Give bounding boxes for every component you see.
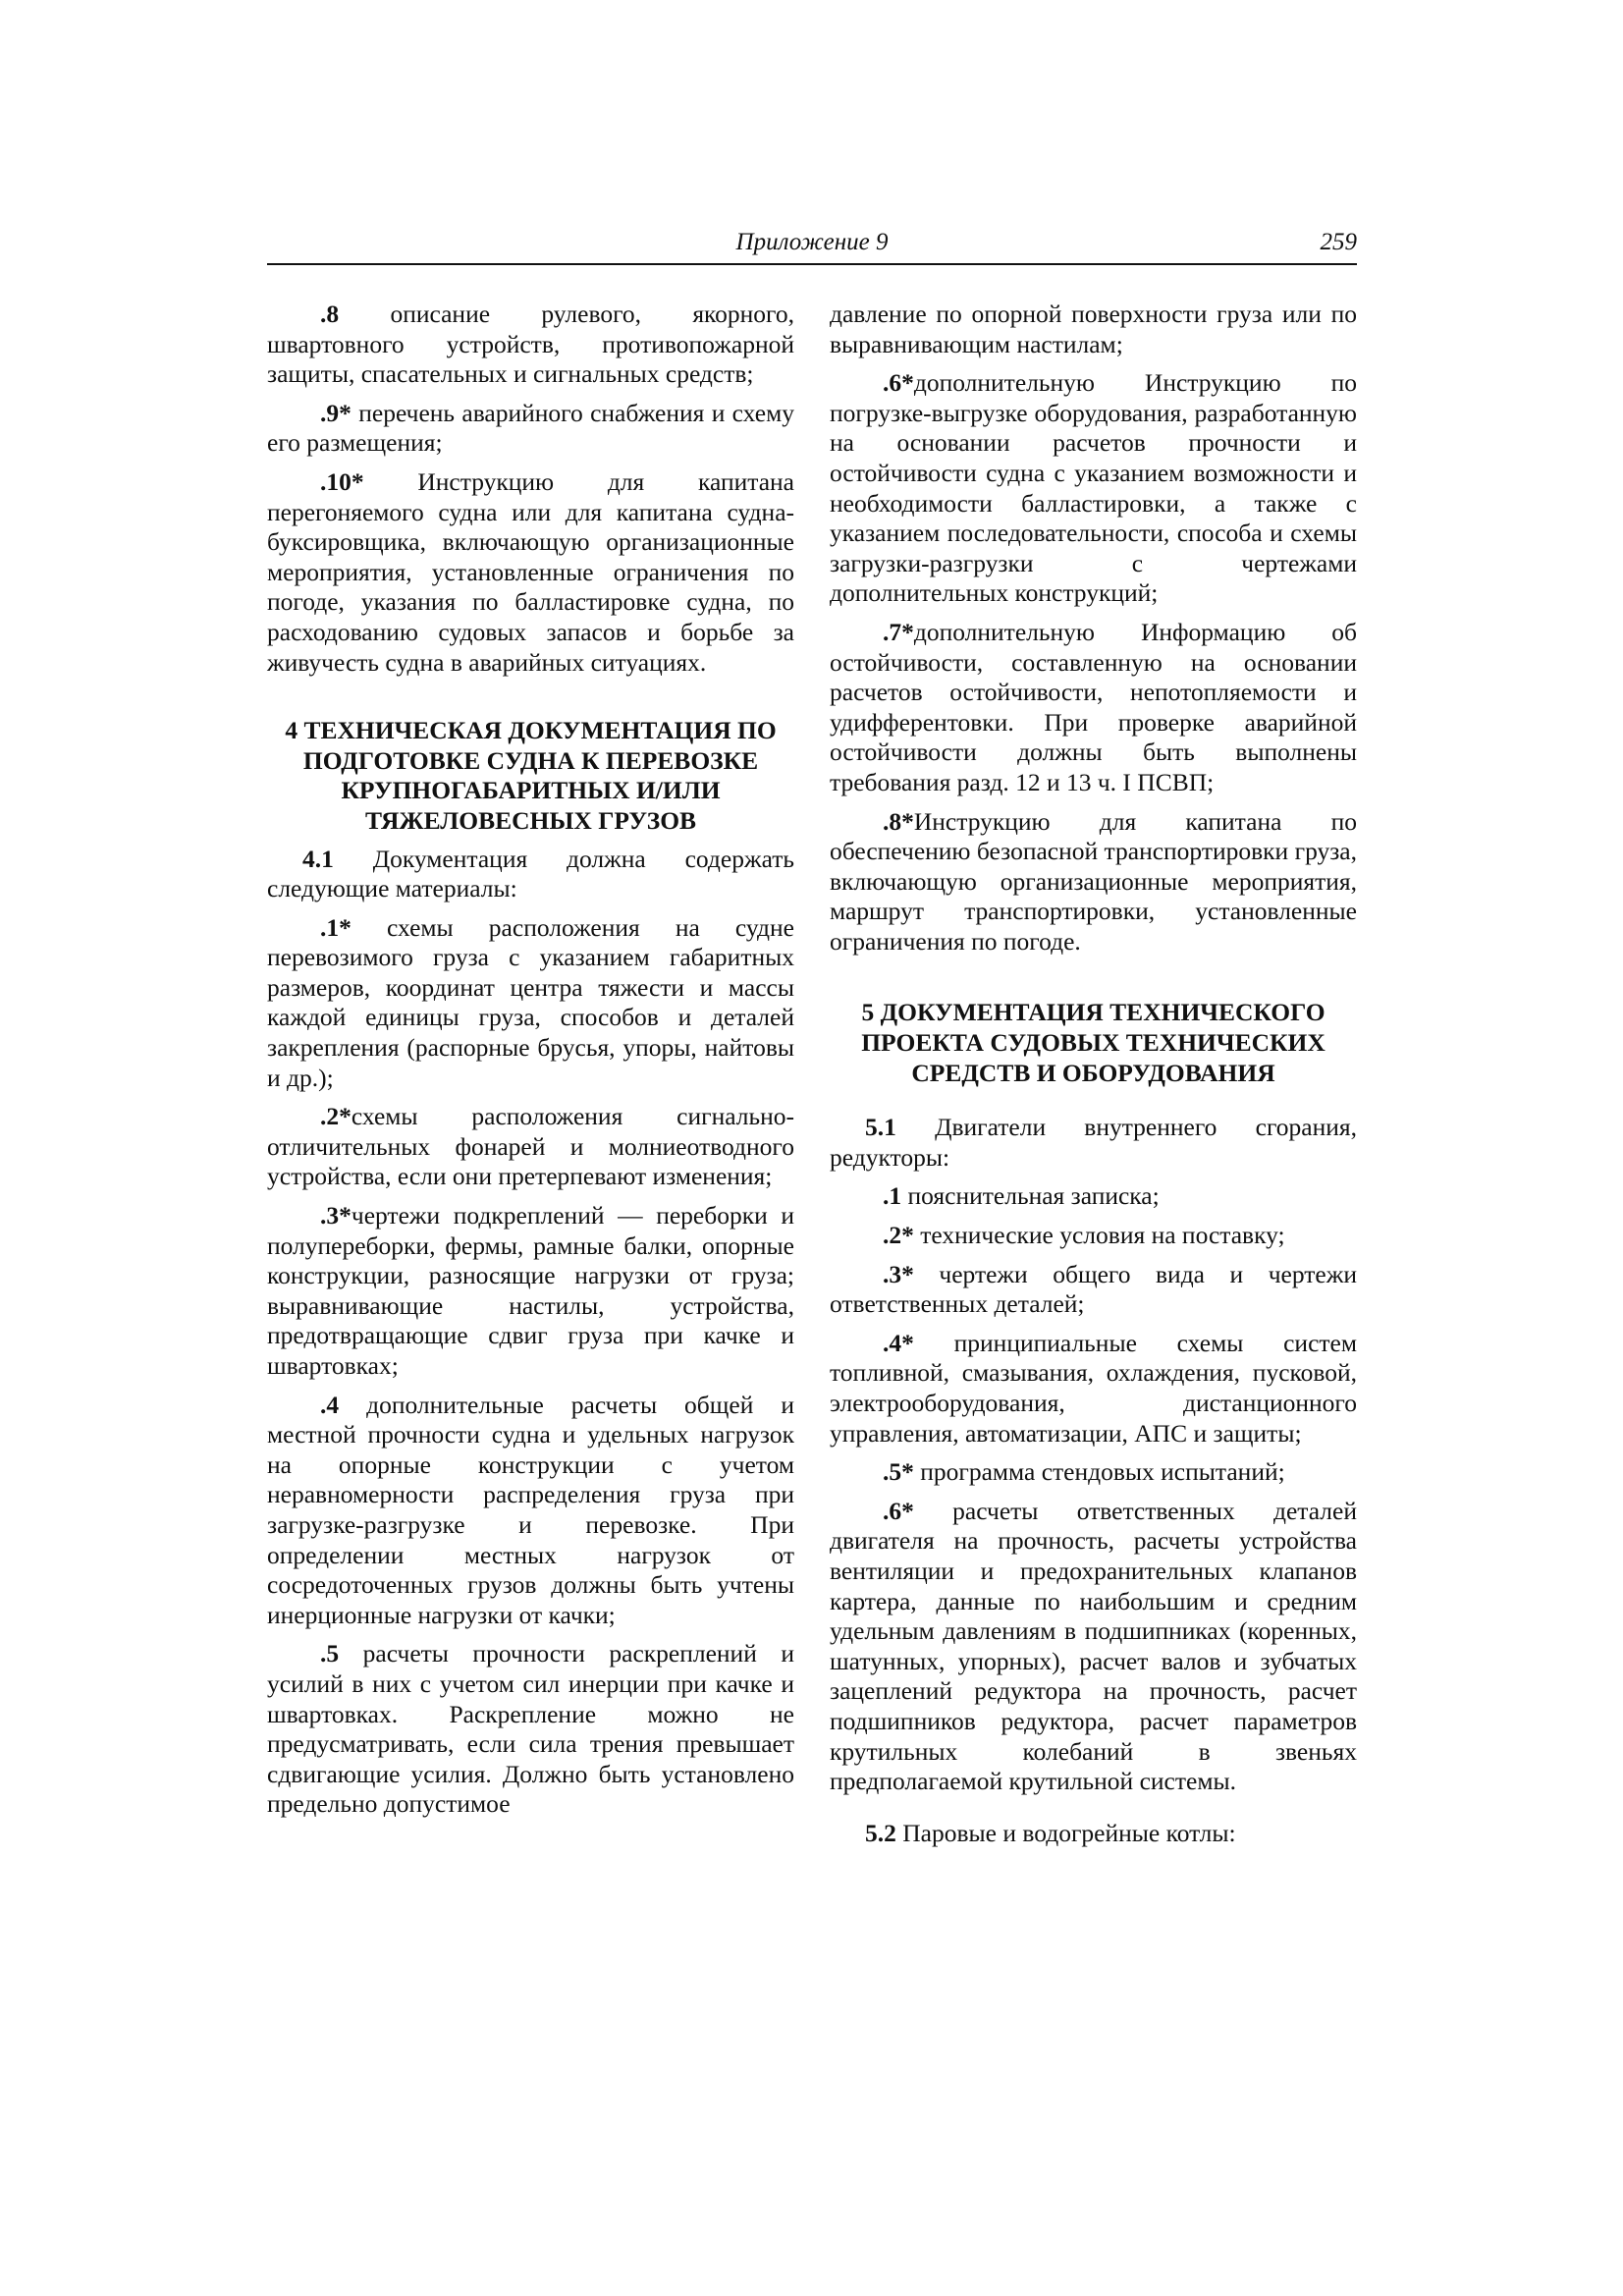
item-5-1-6: .6* расчеты ответственных деталей двигателя на прочность, расчеты устройства вентиляции и предохранительных клапанов картера, данные по наибольшим и средним удельным давлениям в подшипниках (коренных, шатунных, упорных), расчет валов и зубчатых зацеплений редуктора на прочность, расчет подшипников редуктора, расчет параметров крутильных колебаний в звеньях предполагаемой крутильной системы. bbox=[830, 1496, 1357, 1796]
item-4-1-1: .1* схемы расположения на судне перевозимого груза с указанием габаритных размеров, координат центра тяжести и массы каждой единицы груза, способов и деталей закрепления (распорные брусья, упоры, найтовы и др.); bbox=[267, 912, 794, 1092]
item-5-1-5: .5* программа стендовых испытаний; bbox=[883, 1457, 1285, 1487]
item-4-1-4: .4 дополнительные расчеты общей и местной прочности судна и удельных нагрузок на опорные конструкции с учетом неравномерности распределения груза при загрузке-разгрузке и перевозке. При определении местных нагрузок от сосредоточенных грузов должны быть учтены инерционные нагрузки от качки; bbox=[267, 1390, 794, 1629]
page-number: 259 bbox=[1320, 229, 1357, 255]
item-5-1-4: .4* принципиальные схемы систем топливной, смазывания, охлаждения, пусковой, электрооборудования, дистанционного управления, автоматизации, АПС и защиты; bbox=[830, 1328, 1357, 1448]
left-column bbox=[267, 300, 794, 1829]
continuation-text: давление по опорной поверхности груза или по выравнивающим настилам; bbox=[830, 300, 1357, 358]
item-4-1-3: .3*чертежи подкреплений — переборки и полупереборки, фермы, рамные балки, опорные конструкции, разносящие нагрузки от груза; выравнивающие настилы, устройства, предотвращающие сдвиг груза при качке и швартовках; bbox=[267, 1201, 794, 1380]
item-8: .8 описание рулевого, якорного, швартовного устройств, противопожарной защиты, спасательных и сигнальных средств; bbox=[267, 300, 794, 389]
section-4-heading: 4 ТЕХНИЧЕСКАЯ ДОКУМЕНТАЦИЯ ПО ПОДГОТОВКЕ СУДНА К ПЕРЕВОЗКЕ КРУПНОГАБАРИТНЫХ И/ИЛИ ТЯЖЕЛОВЕСНЫХ ГРУЗОВ bbox=[285, 716, 777, 835]
item-4-1-8: .8*Инструкцию для капитана по обеспечению безопасной транспортировки груза, включающую организационные мероприятия, маршрут транспортировки, установленные ограничения по погоде. bbox=[830, 806, 1357, 956]
item-10: .10* Инструкцию для капитана перегоняемого судна или для капитана судна-буксировщика, включающую организационные мероприятия, установленные ограничения по погоде, указания по балластировке судна, по расходованию судовых запасов и борьбе за живучесть судна в аварийных ситуациях. bbox=[267, 466, 794, 677]
running-header bbox=[267, 226, 1357, 265]
item-5-1-3: .3* чертежи общего вида и чертежи ответственных деталей; bbox=[830, 1259, 1357, 1319]
section-5-heading: 5 ДОКУМЕНТАЦИЯ ТЕХНИЧЕСКОГО ПРОЕКТА СУДОВЫХ ТЕХНИЧЕСКИХ СРЕДСТВ И ОБОРУДОВАНИЯ bbox=[861, 998, 1325, 1087]
item-9: .9* перечень аварийного снабжения и схему его размещения; bbox=[267, 398, 794, 458]
item-4-1-2: .2*схемы расположения сигнально-отличительных фонарей и молниеотводного устройства, если они претерпевают изменения; bbox=[267, 1102, 794, 1191]
item-5-1-2: .2* технические условия на поставку; bbox=[883, 1221, 1285, 1250]
clause-5-1: 5.1 Двигатели внутреннего сгорания, редукторы: bbox=[830, 1113, 1357, 1172]
item-5-1-1: .1 пояснительная записка; bbox=[883, 1181, 1160, 1211]
item-4-1-7: .7*дополнительную Информацию об остойчивости, составленную на основании расчетов остойчивости, непотопляемости и удифферентовки. При проверке аварийной остойчивости должны быть выполнены требования разд. 12 и 13 ч. I ПСВП; bbox=[830, 617, 1357, 796]
clause-5-2: 5.2 Паровые и водогрейные котлы: bbox=[865, 1818, 1236, 1847]
header-title: Приложение 9 bbox=[735, 229, 889, 255]
item-4-1-5: .5 расчеты прочности раскреплений и усилий в них с учетом сил инерции при качке и швартовках. Раскрепление можно не предусматривать, если сила трения превышает сдвигающие усилия. Должно быть установлено предельно допустимое bbox=[267, 1639, 794, 1819]
clause-4-1: 4.1 Документация должна содержать следующие материалы: bbox=[267, 844, 794, 903]
item-4-1-6: .6*дополнительную Инструкцию по погрузке-выгрузке оборудования, разработанную на основании расчетов прочности и остойчивости судна с указанием возможности и необходимости балластировки, а также с указанием последовательности, способа и схемы загрузки-разгрузки с чертежами дополнительных конструкций; bbox=[830, 368, 1357, 608]
right-column bbox=[830, 300, 1357, 1857]
